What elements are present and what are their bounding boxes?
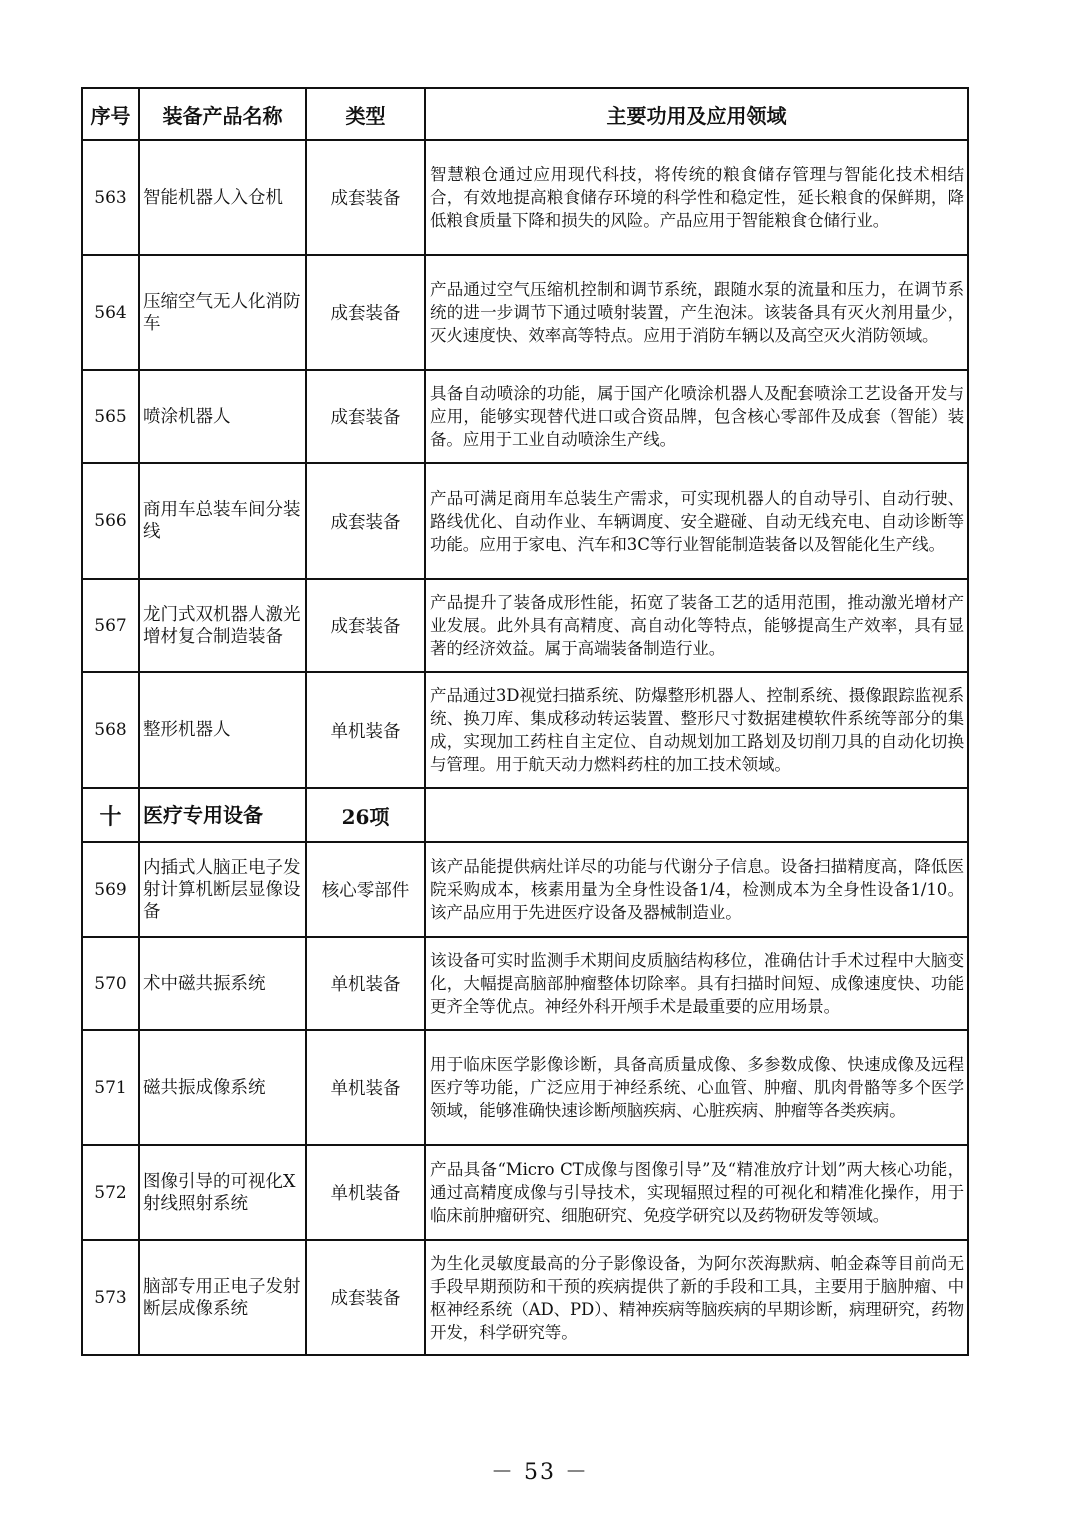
table-row bbox=[82, 842, 968, 937]
table-row bbox=[82, 255, 968, 370]
table-row bbox=[82, 672, 968, 788]
row-desc: 具备自动喷涂的功能，属于国产化喷涂机器人及配套喷涂工艺设备开发与应用，能够实现替代进口或合资品牌，包含核心零部件及成套（智能）装备。应用于工业自动喷涂生产线。 bbox=[425, 370, 968, 463]
table-row bbox=[82, 463, 968, 579]
row-name: 内插式人脑正电子发射计算机断层显像设备 bbox=[139, 842, 306, 937]
header-type: 类型 bbox=[306, 88, 425, 140]
table-row bbox=[82, 579, 968, 672]
header-name: 装备产品名称 bbox=[139, 88, 306, 140]
header-num: 序号 bbox=[82, 88, 139, 140]
row-desc: 产品通过3D视觉扫描系统、防爆整形机器人、控制系统、摄像跟踪监视系统、换刀库、集成移动转运装置、整形尺寸数据建模软件系统等部分的集成，实现加工药柱自主定位、自动规划加工路划及切削刀具的自动化切换与管理。用于航天动力燃料药柱的加工技术领域。 bbox=[425, 672, 968, 788]
row-type: 单机装备 bbox=[306, 672, 425, 788]
row-type: 成套装备 bbox=[306, 463, 425, 579]
row-name: 脑部专用正电子发射断层成像系统 bbox=[139, 1240, 306, 1355]
section-row bbox=[82, 788, 968, 842]
row-desc: 智慧粮仓通过应用现代科技，将传统的粮食储存管理与智能化技术相结合，有效地提高粮食储存环境的科学性和稳定性，延长粮食的保鲜期，降低粮食质量下降和损失的风险。产品应用于智能粮食仓储行业。 bbox=[425, 140, 968, 255]
table-row bbox=[82, 937, 968, 1030]
row-num: 569 bbox=[82, 842, 139, 937]
row-num: 563 bbox=[82, 140, 139, 255]
equipment-table bbox=[81, 87, 969, 1356]
section-num: 十 bbox=[82, 788, 139, 842]
table-header-row bbox=[82, 88, 968, 140]
row-num: 572 bbox=[82, 1145, 139, 1240]
row-num: 570 bbox=[82, 937, 139, 1030]
row-desc: 产品可满足商用车总装生产需求，可实现机器人的自动导引、自动行驶、路线优化、自动作业、车辆调度、安全避碰、自动无线充电、自动诊断等功能。应用于家电、汽车和3C等行业智能制造装备以及智能化生产线。 bbox=[425, 463, 968, 579]
row-type: 单机装备 bbox=[306, 1030, 425, 1145]
section-desc-empty bbox=[425, 788, 968, 842]
section-count: 26项 bbox=[306, 788, 425, 842]
row-desc: 该产品能提供病灶详尽的功能与代谢分子信息。设备扫描精度高，降低医院采购成本，核素用量为全身性设备1/4，检测成本为全身性设备1/10。该产品应用于先进医疗设备及器械制造业。 bbox=[425, 842, 968, 937]
row-num: 565 bbox=[82, 370, 139, 463]
row-name: 压缩空气无人化消防车 bbox=[139, 255, 306, 370]
row-num: 566 bbox=[82, 463, 139, 579]
row-desc: 为生化灵敏度最高的分子影像设备，为阿尔茨海默病、帕金森等目前尚无手段早期预防和干预的疾病提供了新的手段和工具，主要用于脑肿瘤、中枢神经系统（AD、PD）、精神疾病等脑疾病的早期诊断，病理研究，药物开发，科学研究等。 bbox=[425, 1240, 968, 1355]
table-row bbox=[82, 370, 968, 463]
row-name: 智能机器人入仓机 bbox=[139, 140, 306, 255]
row-type: 成套装备 bbox=[306, 579, 425, 672]
row-num: 573 bbox=[82, 1240, 139, 1355]
row-desc: 产品通过空气压缩机控制和调节系统，跟随水泵的流量和压力，在调节系统的进一步调节下通过喷射装置，产生泡沫。该装备具有灭火剂用量少，灭火速度快、效率高等特点。应用于消防车辆以及高空灭火消防领域。 bbox=[425, 255, 968, 370]
row-name: 喷涂机器人 bbox=[139, 370, 306, 463]
row-desc: 该设备可实时监测手术期间皮质脑结构移位，准确估计手术过程中大脑变化，大幅提高脑部肿瘤整体切除率。具有扫描时间短、成像速度快、功能更齐全等优点。神经外科开颅手术是最重要的应用场景。 bbox=[425, 937, 968, 1030]
page-number: － 53 － bbox=[491, 1460, 589, 1485]
table-row bbox=[82, 140, 968, 255]
row-type: 成套装备 bbox=[306, 140, 425, 255]
row-desc: 产品具备“Micro CT成像与图像引导”及“精准放疗计划”两大核心功能，通过高精度成像与引导技术，实现辐照过程的可视化和精准化操作，用于临床前肿瘤研究、细胞研究、免疫学研究以及药物研发等领域。 bbox=[425, 1145, 968, 1240]
row-name: 商用车总装车间分装线 bbox=[139, 463, 306, 579]
row-type: 成套装备 bbox=[306, 370, 425, 463]
row-type: 单机装备 bbox=[306, 1145, 425, 1240]
row-type: 成套装备 bbox=[306, 1240, 425, 1355]
table-row bbox=[82, 1240, 968, 1355]
row-type: 核心零部件 bbox=[306, 842, 425, 937]
row-name: 龙门式双机器人激光增材复合制造装备 bbox=[139, 579, 306, 672]
row-name: 术中磁共振系统 bbox=[139, 937, 306, 1030]
table-row bbox=[82, 1030, 968, 1145]
section-name: 医疗专用设备 bbox=[139, 788, 306, 842]
row-type: 成套装备 bbox=[306, 255, 425, 370]
header-desc: 主要功用及应用领域 bbox=[425, 88, 968, 140]
table-row bbox=[82, 1145, 968, 1240]
row-desc: 产品提升了装备成形性能，拓宽了装备工艺的适用范围，推动激光增材产业发展。此外具有高精度、高自动化等特点，能够提高生产效率，具有显著的经济效益。属于高端装备制造行业。 bbox=[425, 579, 968, 672]
row-name: 整形机器人 bbox=[139, 672, 306, 788]
row-num: 567 bbox=[82, 579, 139, 672]
row-num: 571 bbox=[82, 1030, 139, 1145]
row-name: 磁共振成像系统 bbox=[139, 1030, 306, 1145]
row-num: 564 bbox=[82, 255, 139, 370]
row-num: 568 bbox=[82, 672, 139, 788]
row-name: 图像引导的可视化X射线照射系统 bbox=[139, 1145, 306, 1240]
row-type: 单机装备 bbox=[306, 937, 425, 1030]
row-desc: 用于临床医学影像诊断，具备高质量成像、多参数成像、快速成像及远程医疗等功能，广泛应用于神经系统、心血管、肿瘤、肌肉骨骼等多个医学领域，能够准确快速诊断颅脑疾病、心脏疾病、肿瘤等各类疾病。 bbox=[425, 1030, 968, 1145]
